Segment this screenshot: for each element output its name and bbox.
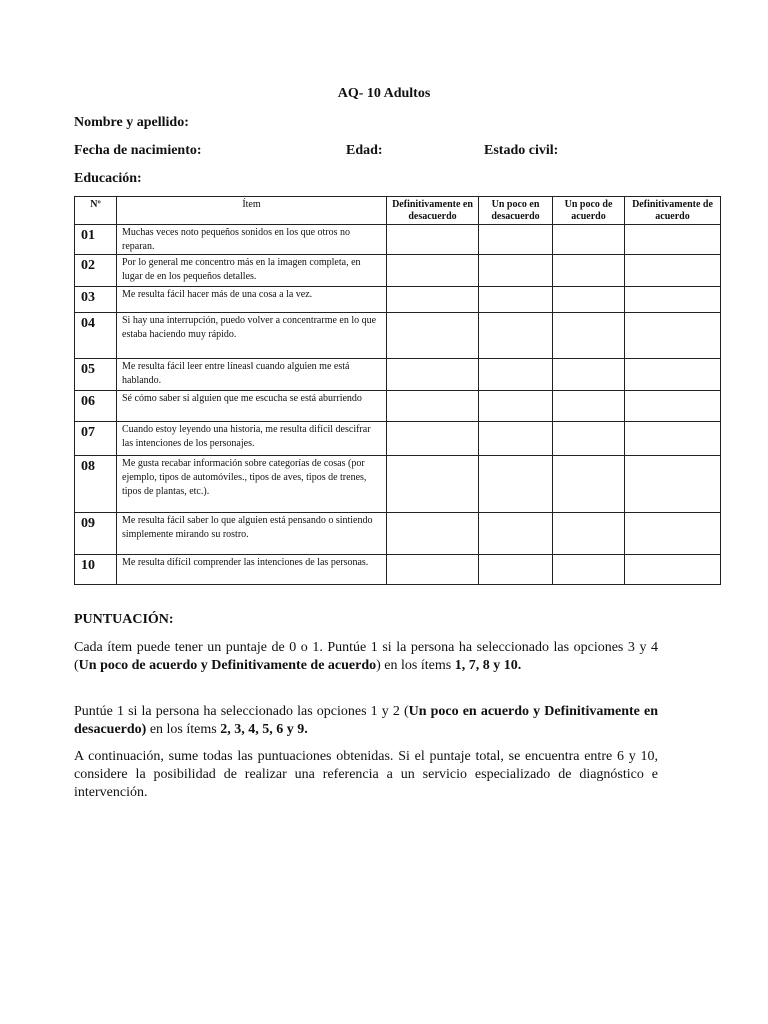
answer-cell-slightly-disagree[interactable] (479, 313, 553, 359)
page-title: AQ- 10 Adultos (337, 86, 431, 101)
scoring-p1-text-2: ) en los ítems (376, 658, 455, 673)
answer-cell-definitely-disagree[interactable] (387, 313, 479, 359)
table-row (75, 555, 721, 585)
answer-cell-slightly-agree[interactable] (553, 422, 625, 456)
scoring-p2-options: Un poco en acuerdo y Definitivamente en desacuerdo) (74, 704, 658, 737)
answer-cell-definitely-agree[interactable] (625, 555, 721, 585)
table-row (75, 422, 721, 456)
name-field-label: Nombre y apellido: (74, 115, 189, 130)
answer-cell-slightly-disagree[interactable] (479, 555, 553, 585)
answer-cell-slightly-disagree[interactable] (479, 255, 553, 287)
item-text: Me gusta recabar información sobre categorías de cosas (por ejemplo, tipos de automóviles., tipos de aves, tipos de trenes, tipos de plantas, etc.). (117, 456, 387, 513)
scoring-paragraph-1 (74, 639, 658, 675)
answer-cell-slightly-agree[interactable] (553, 225, 625, 255)
table-row (75, 391, 721, 422)
item-text: Sé cómo saber si alguien que me escucha se está aburriendo (117, 391, 387, 422)
answer-cell-slightly-disagree[interactable] (479, 359, 553, 391)
item-number: 09 (75, 513, 117, 555)
answer-cell-slightly-disagree[interactable] (479, 513, 553, 555)
item-number: 08 (75, 456, 117, 513)
scoring-p2-text-2: en los ítems (146, 722, 221, 737)
scoring-p2-text: Puntúe 1 si la persona ha seleccionado las opciones 1 y 2 ( (74, 704, 409, 719)
answer-cell-definitely-agree[interactable] (625, 359, 721, 391)
table-row (75, 513, 721, 555)
item-text: Si hay una interrupción, puedo volver a concentrarme en lo que estaba haciendo muy rápido. (117, 313, 387, 359)
answer-cell-definitely-disagree[interactable] (387, 391, 479, 422)
scoring-p2-items: 2, 3, 4, 5, 6 y 9. (220, 722, 308, 737)
item-text: Me resulta fácil saber lo que alguien está pensando o sintiendo simplemente mirando su rostro. (117, 513, 387, 555)
answer-cell-definitely-agree[interactable] (625, 391, 721, 422)
table-row (75, 313, 721, 359)
item-number: 07 (75, 422, 117, 456)
answer-cell-slightly-agree[interactable] (553, 359, 625, 391)
scoring-paragraph-2 (74, 703, 658, 739)
answer-cell-slightly-agree[interactable] (553, 555, 625, 585)
answer-cell-definitely-agree[interactable] (625, 513, 721, 555)
answer-cell-slightly-agree[interactable] (553, 255, 625, 287)
header-number: Nº (75, 197, 117, 225)
answer-cell-definitely-disagree[interactable] (387, 255, 479, 287)
birth-date-field-label: Fecha de nacimiento: (74, 143, 202, 158)
questionnaire-table (74, 196, 721, 585)
answer-cell-definitely-disagree[interactable] (387, 555, 479, 585)
item-text: Me resulta fácil leer entre líneas‖ cuando alguien me está hablando. (117, 359, 387, 391)
header-slightly-agree: Un poco de acuerdo (553, 197, 625, 225)
answer-cell-definitely-disagree[interactable] (387, 359, 479, 391)
header-item: Ítem (117, 197, 387, 225)
answer-cell-definitely-disagree[interactable] (387, 422, 479, 456)
item-number: 04 (75, 313, 117, 359)
answer-cell-definitely-agree[interactable] (625, 422, 721, 456)
answer-cell-slightly-disagree[interactable] (479, 422, 553, 456)
item-text: Me resulta difícil comprender las intenciones de las personas. (117, 555, 387, 585)
answer-cell-slightly-agree[interactable] (553, 313, 625, 359)
scoring-p1-items: 1, 7, 8 y 10. (454, 658, 522, 673)
item-number: 06 (75, 391, 117, 422)
answer-cell-slightly-agree[interactable] (553, 456, 625, 513)
item-number: 10 (75, 555, 117, 585)
answer-cell-definitely-disagree[interactable] (387, 225, 479, 255)
table-row (75, 255, 721, 287)
answer-cell-definitely-disagree[interactable] (387, 513, 479, 555)
header-slightly-disagree: Un poco en desacuerdo (479, 197, 553, 225)
answer-cell-definitely-disagree[interactable] (387, 456, 479, 513)
table-row (75, 359, 721, 391)
item-text: Cuando estoy leyendo una historia, me resulta difícil descifrar las intenciones de los personajes. (117, 422, 387, 456)
header-definitely-disagree: Definitivamente en desacuerdo (387, 197, 479, 225)
scoring-heading: PUNTUACIÓN: (74, 612, 174, 627)
item-number: 03 (75, 287, 117, 313)
education-field-label: Educación: (74, 171, 142, 186)
answer-cell-slightly-agree[interactable] (553, 287, 625, 313)
item-text: Muchas veces noto pequeños sonidos en los que otros no reparan. (117, 225, 387, 255)
answer-cell-definitely-agree[interactable] (625, 313, 721, 359)
item-number: 02 (75, 255, 117, 287)
item-text: Me resulta fácil hacer más de una cosa a la vez. (117, 287, 387, 313)
table-row (75, 225, 721, 255)
scoring-paragraph-3: A continuación, sume todas las puntuaciones obtenidas. Si el puntaje total, se encuentra entre 6 y 10, considere la posibilidad de realizar una referencia a un servicio especializado de diagnóstico e intervención. (74, 749, 658, 800)
answer-cell-slightly-disagree[interactable] (479, 287, 553, 313)
answer-cell-definitely-agree[interactable] (625, 225, 721, 255)
age-field-label: Edad: (346, 143, 383, 158)
answer-cell-slightly-agree[interactable] (553, 513, 625, 555)
answer-cell-slightly-agree[interactable] (553, 391, 625, 422)
item-number: 05 (75, 359, 117, 391)
answer-cell-definitely-agree[interactable] (625, 255, 721, 287)
item-text: Por lo general me concentro más en la imagen completa, en lugar de en los pequeños detalles. (117, 255, 387, 287)
table-row (75, 456, 721, 513)
answer-cell-definitely-agree[interactable] (625, 287, 721, 313)
answer-cell-definitely-disagree[interactable] (387, 287, 479, 313)
answer-cell-definitely-agree[interactable] (625, 456, 721, 513)
item-number: 01 (75, 225, 117, 255)
scoring-p1-options: Un poco de acuerdo y Definitivamente de acuerdo (78, 658, 377, 673)
civil-status-field-label: Estado civil: (484, 143, 559, 158)
answer-cell-slightly-disagree[interactable] (479, 391, 553, 422)
table-header-row (75, 197, 721, 225)
answer-cell-slightly-disagree[interactable] (479, 225, 553, 255)
header-definitely-agree: Definitivamente de acuerdo (625, 197, 721, 225)
scoring-p1-text: Cada ítem puede tener un puntaje de 0 o 1. Puntúe 1 si la persona ha seleccionado las opciones 3 y 4 ( (74, 640, 658, 673)
table-row (75, 287, 721, 313)
answer-cell-slightly-disagree[interactable] (479, 456, 553, 513)
